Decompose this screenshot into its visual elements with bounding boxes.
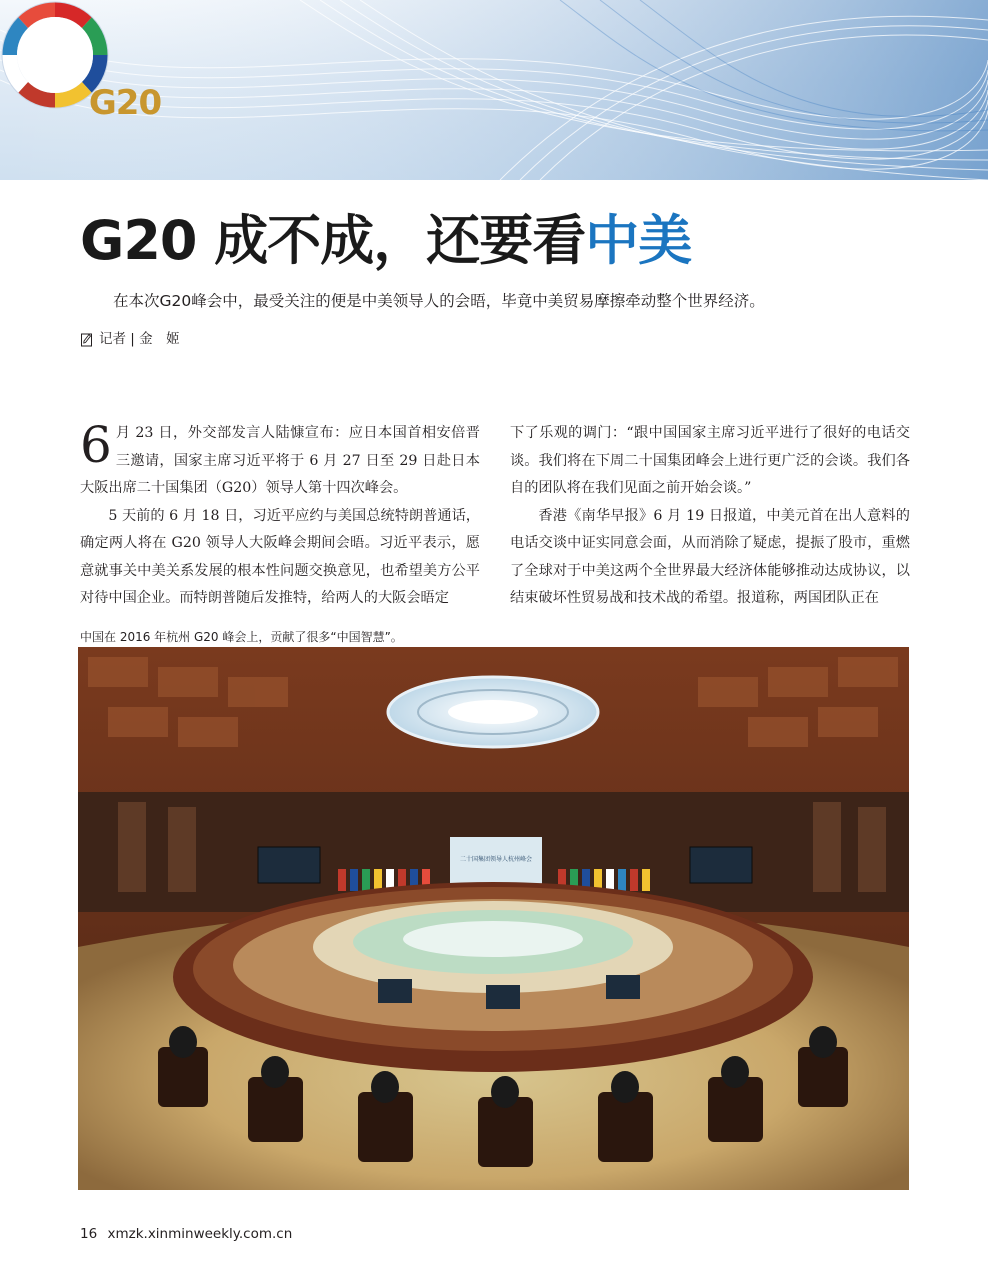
summit-hall-illustration [78,647,909,1190]
paragraph-4: 香港《南华早报》6 月 19 日报道，中美元首在出人意料的电话交谈中证实同意会面，从而消除了疑虑，提振了股市，重燃了全球对于中美这两个全世界最大经济体能够推动达成协议，以结束破坏性贸易战和技术战的希望。报道称，两国团队正在 [510,507,910,606]
paragraph-2: 5 天前的 6 月 18 日，习近平应约与美国总统特朗普通话，确定两人将在 G20 领导人大阪峰会期间会晤。习近平表示，愿意就事关中美关系发展的根本性问题交换意见，也希望美方公平对待中国企业。而特朗普随后发推特，给两人的大阪会晤定 [80,507,480,606]
paragraph-1 [80,416,480,503]
hall-screen-text: 二十国集团领导人杭州峰会 [459,856,533,863]
body-column-right [510,420,910,613]
header-banner [0,0,988,180]
byline [80,329,180,349]
summit-photo [78,647,909,1190]
g20-logo-text: G20 [88,83,162,123]
article-title [80,208,691,274]
pen-icon [80,332,93,347]
paragraph-1-text: 月 23 日，外交部发言人陆慷宣布：应日本国首相安倍晋三邀请，国家主席习近平将于 6 月 27 日至 29 日赴日本大阪出席二十国集团（G20）领导人第十四次峰会。 [80,425,480,496]
paragraph-3: 下了乐观的调门：“跟中国国家主席习近平进行了很好的电话交谈。我们将在下周二十国集团峰会上进行更广泛的会谈。我们各自的团队将在我们见面之前开始会谈。” [510,425,910,496]
page-footer [80,1224,292,1244]
page-number: 16 [80,1226,98,1242]
title-main: G20 成不成，还要看 [80,209,586,272]
byline-text: 记者 | 金 姬 [99,331,180,347]
article-subtitle: 在本次G20峰会中，最受关注的便是中美领导人的会晤，毕竟中美贸易摩擦牵动整个世界经济。 [113,292,765,310]
photo-caption: 中国在 2016 年杭州 G20 峰会上，贡献了很多“中国智慧”。 [80,630,403,644]
dropcap: 6 [80,416,112,474]
body-column-left [80,416,480,613]
footer-url: xmzk.xinminweekly.com.cn [107,1226,293,1242]
title-accent: 中美 [585,209,692,272]
